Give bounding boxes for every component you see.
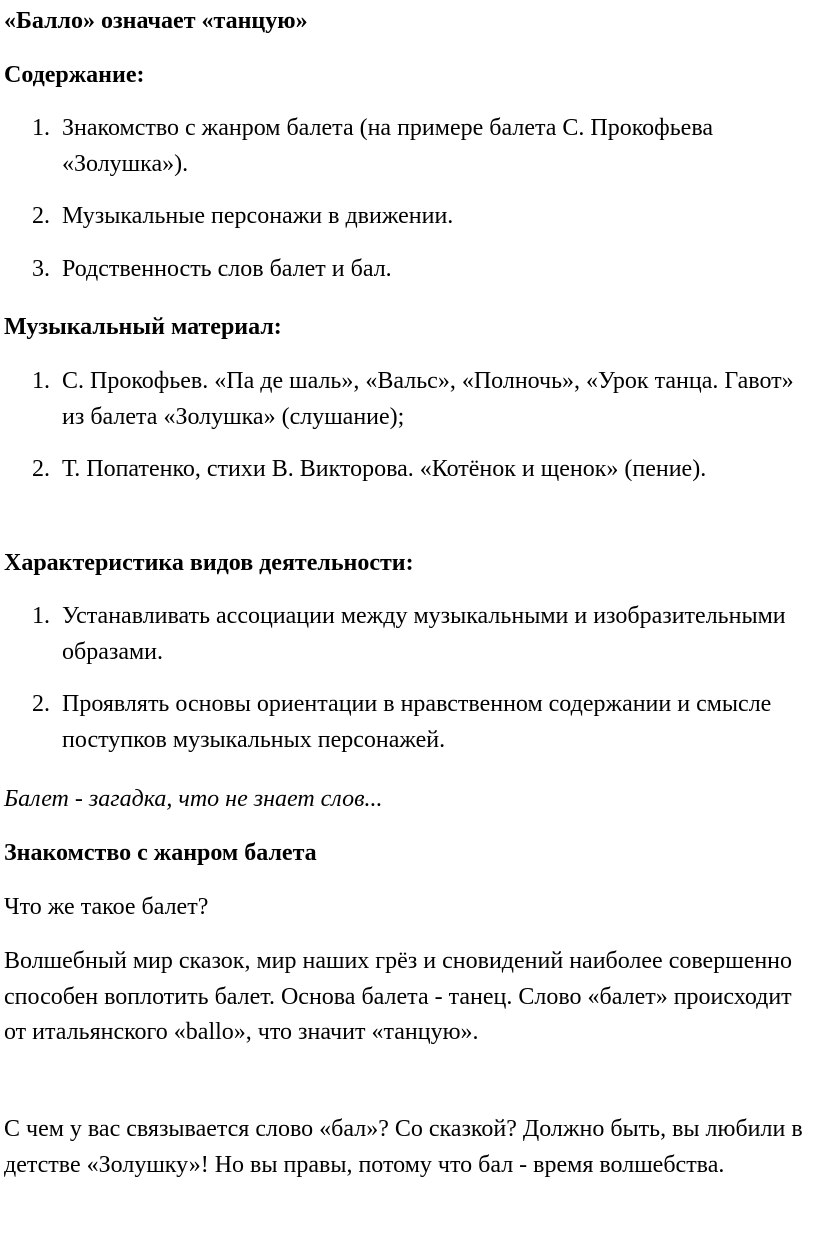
list-text: Т. Попатенко, стихи В. Викторова. «Котёнок и щенок» (пение).	[62, 456, 707, 482]
list-item	[0, 252, 816, 288]
content-list	[0, 111, 816, 287]
list-number: 2.	[32, 203, 50, 229]
material-heading: Музыкальный материал:	[4, 314, 282, 340]
list-number: 2.	[32, 456, 50, 482]
list-text: Знакомство с жанром балета (на примере балета С. Прокофьева «Золушка»).	[62, 115, 713, 177]
list-number: 1.	[32, 368, 50, 394]
content-heading: Содержание:	[4, 62, 145, 88]
activity-list	[0, 599, 816, 758]
list-text: Родственность слов балет и бал.	[62, 255, 392, 282]
material-list	[0, 364, 816, 488]
list-item	[0, 452, 816, 488]
list-item	[0, 687, 816, 758]
list-item	[0, 199, 816, 235]
list-text: Проявлять основы ориентации в нравственном содержании и смысле поступков музыкальных персонажей.	[62, 691, 772, 753]
list-number: 3.	[32, 255, 50, 282]
section-heading: Знакомство с жанром балета	[4, 840, 317, 866]
activity-heading: Характеристика видов деятельности:	[4, 550, 414, 576]
list-item	[0, 599, 816, 670]
list-text: Устанавливать ассоциации между музыкальными и изобразительными образами.	[62, 603, 786, 665]
list-number: 1.	[32, 115, 50, 141]
paragraph-two: С чем у вас связывается слово «бал»? Со сказкой? Должно быть, вы любили в детстве «Золушку»! Но вы правы, потому что бал - время волшебства.	[4, 1116, 803, 1178]
question-line: Что же такое балет?	[4, 894, 209, 920]
list-item	[0, 111, 816, 182]
list-text: С. Прокофьев. «Па де шаль», «Вальс», «Полночь», «Урок танца. Гавот» из балета «Золушка» (слушание);	[62, 368, 794, 430]
list-number: 2.	[32, 691, 50, 717]
list-item	[0, 364, 816, 435]
riddle-line: Балет - загадка, что не знает слов...	[4, 786, 383, 812]
document-title: «Балло» означает «танцую»	[4, 8, 308, 34]
list-number: 1.	[32, 603, 50, 629]
list-text: Музыкальные персонажи в движении.	[62, 203, 454, 229]
paragraph-one: Волшебный мир сказок, мир наших грёз и сновидений наиболее совершенно способен воплотить балет. Основа балета - танец. Слово «балет» происходит от итальянского «ballo», что значит «танцую».	[4, 948, 793, 1045]
